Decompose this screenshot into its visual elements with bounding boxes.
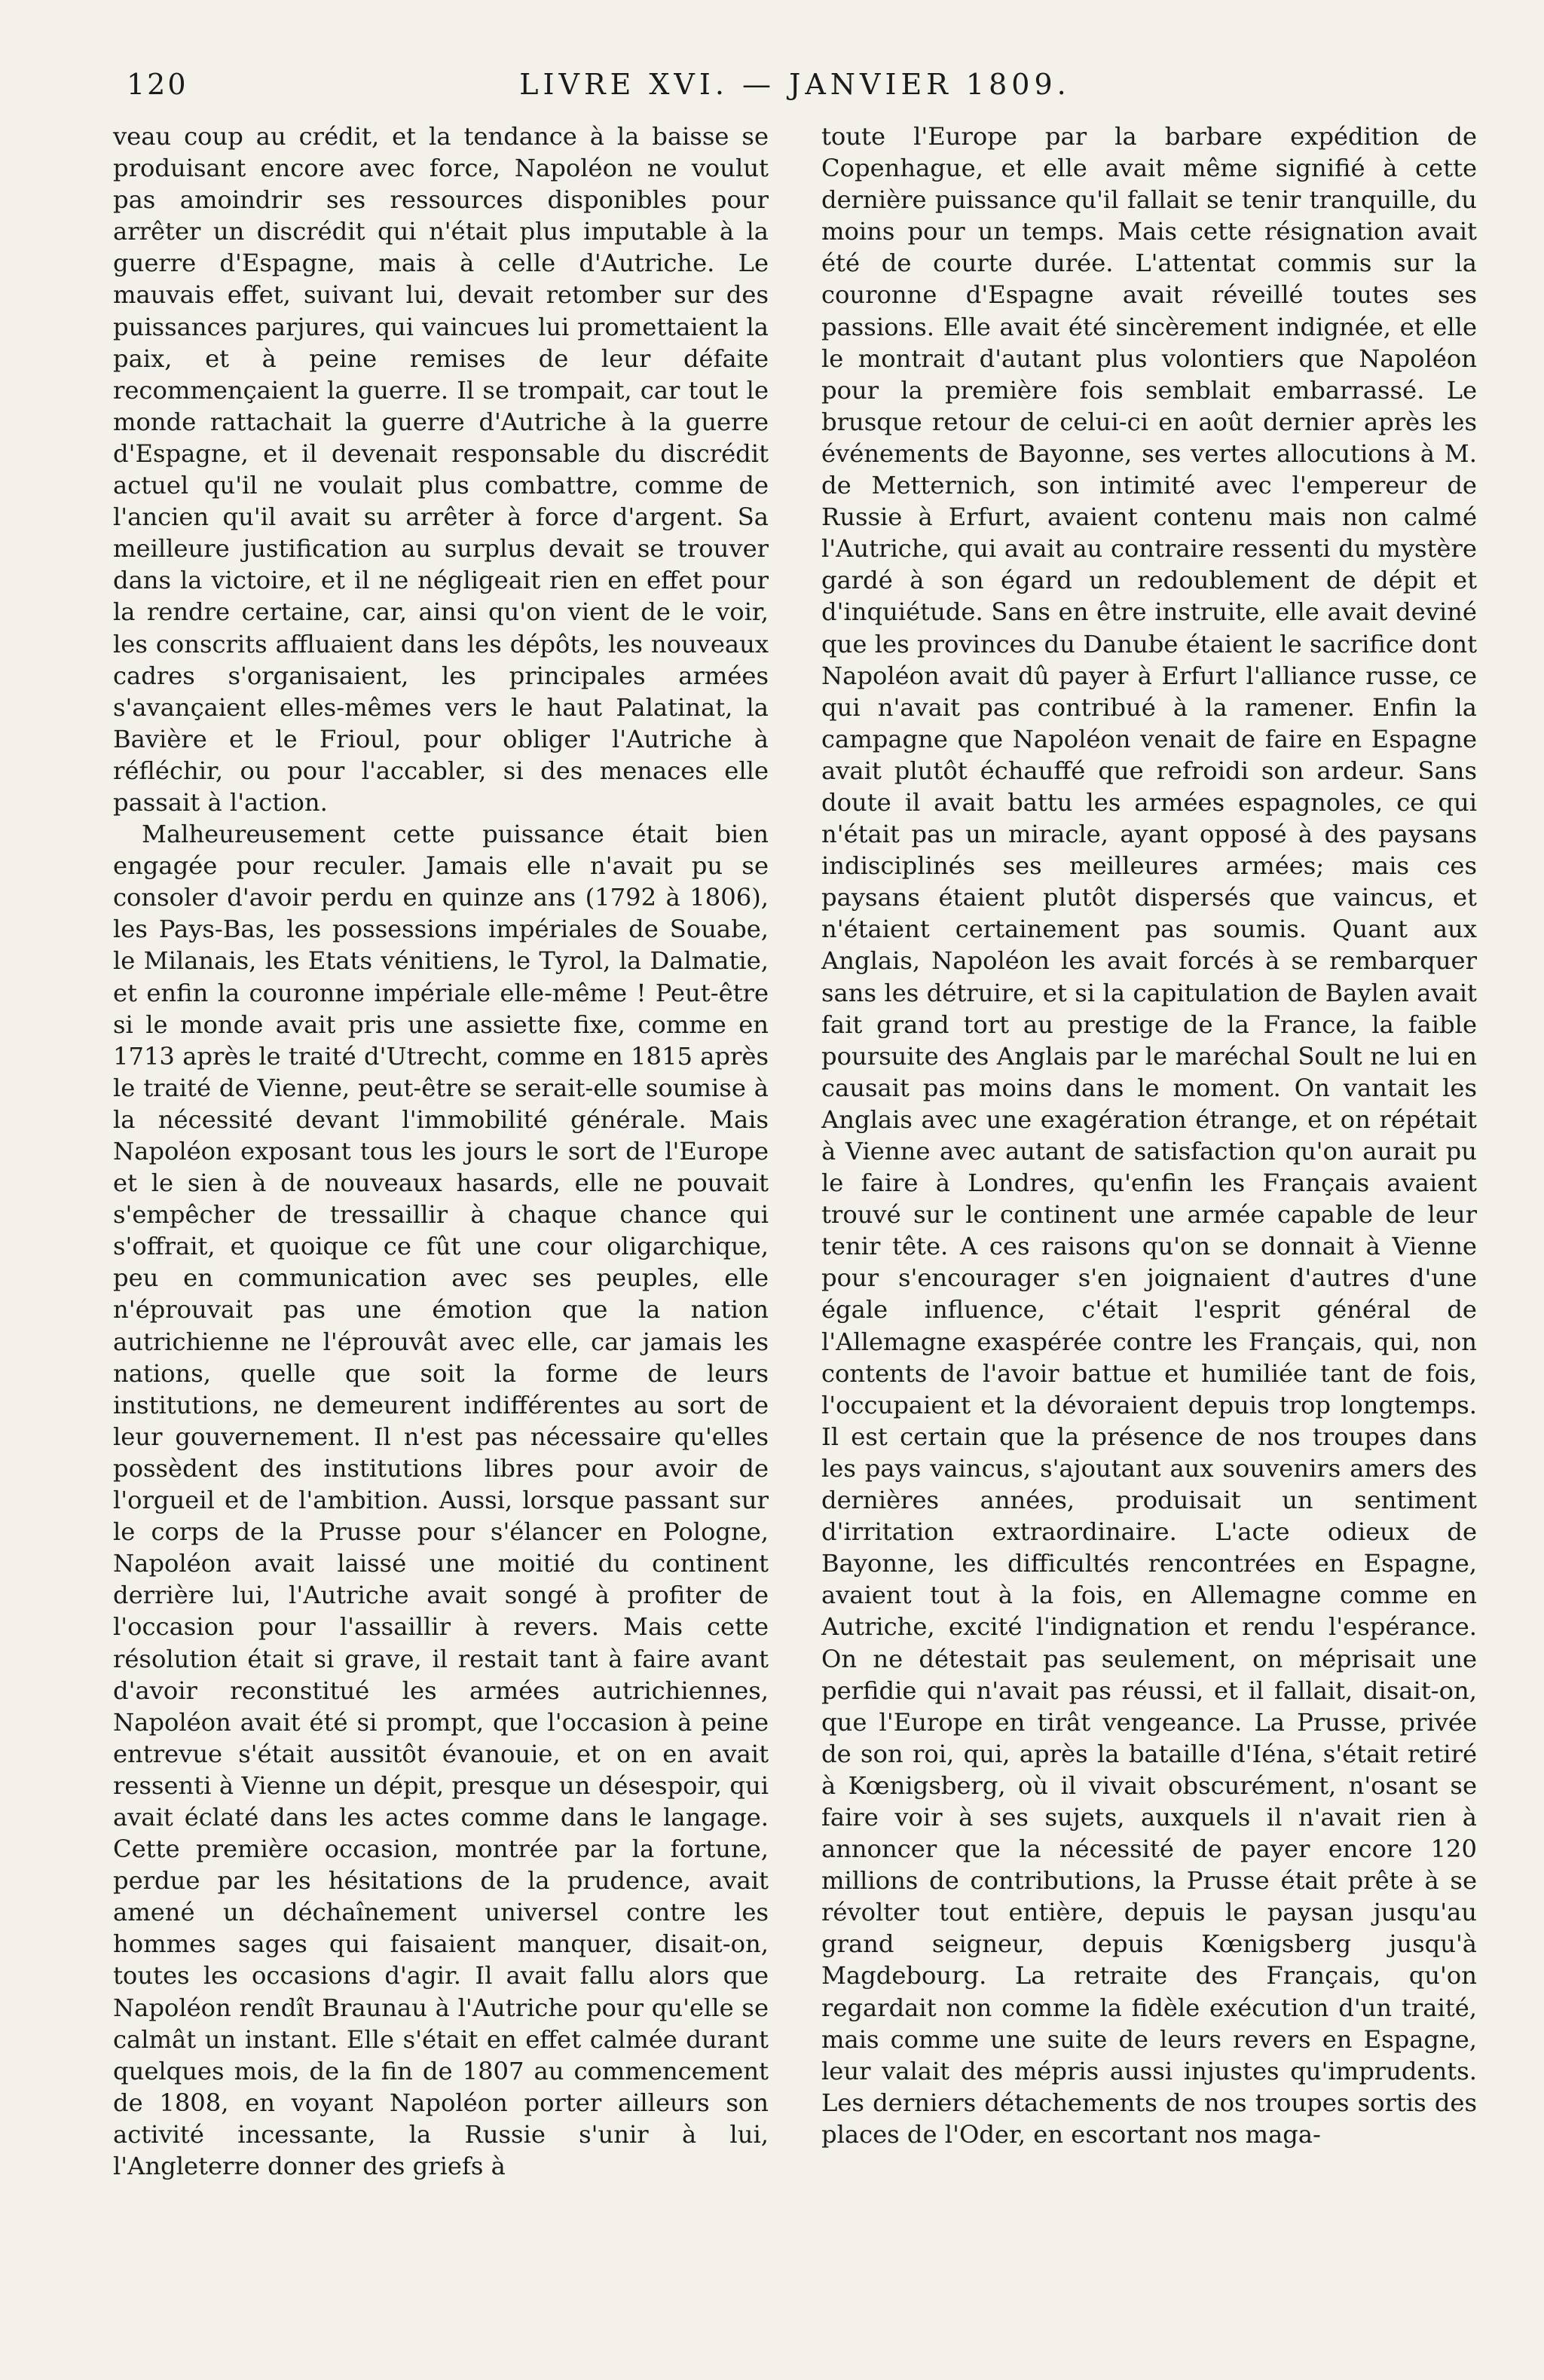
running-header [113, 60, 1477, 113]
paragraph: Malheureusement cette puissance était bien engagée pour reculer. Jamais elle n'avait pu se consoler d'avoir perdu en quinze ans (1792 à 1806), les Pays-Bas, les possessions impériales de Souabe, le Milanais, les Etats vénitiens, le Tyrol, la Dalmatie, et enfin la couronne impériale elle-même ! Peut-être si le monde avait pris une assiette fixe, comme en 1713 après le traité d'Utrecht, comme en 1815 après le traité de Vienne, peut-être se serait-elle soumise à la nécessité devant l'immobilité générale. Mais Napoléon exposant tous les jours le sort de l'Europe et le sien à de nouveaux hasards, elle ne pouvait s'empêcher de tressaillir à chaque chance qui s'offrait, et quoique ce fût une cour oligarchique, peu en communication avec ses peuples, elle n'éprouvait pas une émotion que la nation autrichienne ne l'éprouvât avec elle, car jamais les nations, quelle que soit la forme de leurs institutions, ne demeurent indifférentes au sort de leur gouvernement. Il n'est pas nécessaire qu'elles possèdent des institutions libres pour avoir de l'orgueil et de l'ambition. Aussi, lorsque passant sur le corps de la Prusse pour s'élancer en Pologne, Napoléon avait laissé une moitié du continent derrière lui, l'Autriche avait songé à profiter de l'occasion pour l'assaillir à revers. Mais cette résolution était si grave, il restait tant à faire avant d'avoir reconstitué les armées autrichiennes, Napoléon avait été si prompt, que l'occasion à peine entrevue s'était aussitôt évanouie, et on en avait ressenti à Vienne un dépit, presque un désespoir, qui avait éclaté dans les actes comme dans le langage. Cette première occasion, montrée par la fortune, perdue par les hésitations de la prudence, avait amené un déchaînement universel contre les hommes sages qui faisaient manquer, disait-on, toutes les occasions d'agir. Il avait fallu alors que Napoléon rendît Braunau à l'Autriche pour qu'elle se calmât un instant. Elle s'était en effet calmée durant quelques mois, de la fin de 1807 au commencement de 1808, en voyant Napoléon porter ailleurs son activité incessante, la Russie s'unir à lui, l'Angleterre donner des griefs à [113, 820, 769, 2180]
page-number: 120 [127, 68, 188, 101]
book-page [113, 60, 1477, 2336]
right-column [821, 121, 1477, 2182]
paragraph: veau coup au crédit, et la tendance à la baisse se produisant encore avec force, Napoléon ne voulut pas amoindrir ses ressources disponibles pour arrêter un discrédit qui n'était plus imputable à la guerre d'Espagne, mais à celle d'Autriche. Le mauvais effet, suivant lui, devait retomber sur des puissances parjures, qui vaincues lui promettaient la paix, et à peine remises de leur défaite recommençaient la guerre. Il se trompait, car tout le monde rattachait la guerre d'Autriche à la guerre d'Espagne, et il devenait responsable du discrédit actuel qu'il ne voulait plus combattre, comme de l'ancien qu'il avait su arrêter à force d'argent. Sa meilleure justification au surplus devait se trouver dans la victoire, et il ne négligeait rien en effet pour la rendre certaine, car, ainsi qu'on vient de le voir, les conscrits affluaient dans les dépôts, les nouveaux cadres s'organisaient, les principales armées s'avançaient elles-mêmes vers le haut Palatinat, la Bavière et le Frioul, pour obliger l'Autriche à réfléchir, ou pour l'accabler, si des menaces elle passait à l'action. [113, 122, 769, 817]
text-columns [113, 121, 1477, 2182]
left-column [113, 121, 769, 2182]
paragraph: toute l'Europe par la barbare expédition de Copenhague, et elle avait même signifié à cette dernière puissance qu'il fallait se tenir tranquille, du moins pour un temps. Mais cette résignation avait été de courte durée. L'attentat commis sur la couronne d'Espagne avait réveillé toutes ses passions. Elle avait été sincèrement indignée, et elle le montrait d'autant plus volontiers que Napoléon pour la première fois semblait embarrassé. Le brusque retour de celui-ci en août dernier après les événements de Bayonne, ses vertes allocutions à M. de Metternich, son intimité avec l'empereur de Russie à Erfurt, avaient contenu mais non calmé l'Autriche, qui avait au contraire ressenti du mystère gardé à son égard un redoublement de dépit et d'inquiétude. Sans en être instruite, elle avait deviné que les provinces du Danube étaient le sacrifice dont Napoléon avait dû payer à Erfurt l'alliance russe, ce qui n'avait pas contribué à la ramener. Enfin la campagne que Napoléon venait de faire en Espagne avait plutôt échauffé que refroidi son ardeur. Sans doute il avait battu les armées espagnoles, ce qui n'était pas un miracle, ayant opposé à des paysans indisciplinés ses meilleures armées; mais ces paysans étaient plutôt dispersés que vaincus, et n'étaient certainement pas soumis. Quant aux Anglais, Napoléon les avait forcés à se rembarquer sans les détruire, et si la capitulation de Baylen avait fait grand tort au prestige de la France, la faible poursuite des Anglais par le maréchal Soult ne lui en causait pas moins dans le moment. On vantait les Anglais avec une exagération étrange, et on répétait à Vienne avec autant de satisfaction qu'on aurait pu le faire à Londres, qu'enfin les Français avaient trouvé sur le continent une armée capable de leur tenir tête. A ces raisons qu'on se donnait à Vienne pour s'encourager s'en joignaient d'autres d'une égale influence, c'était l'esprit général de l'Allemagne exaspérée contre les Français, qui, non contents de l'avoir battue et humiliée tant de fois, l'occupaient et la dévoraient depuis trop longtemps. Il est certain que la présence de nos troupes dans les pays vaincus, s'ajoutant aux souvenirs amers des dernières années, produisait un sentiment d'irritation extraordinaire. L'acte odieux de Bayonne, les difficultés rencontrées en Espagne, avaient tout à la fois, en Allemagne comme en Autriche, excité l'indignation et rendu l'espérance. On ne détestait pas seulement, on méprisait une perfidie qui n'avait pas réussi, et il fallait, disait-on, que l'Europe en tirât vengeance. La Prusse, privée de son roi, qui, après la bataille d'Iéna, s'était retiré à Kœnigsberg, où il vivait obscurément, n'osant se faire voir à ses sujets, auxquels il n'avait rien à annoncer que la nécessité de payer encore 120 millions de contributions, la Prusse était prête à se révolter tout entière, depuis le paysan jusqu'au grand seigneur, depuis Kœnigsberg jusqu'à Magdebourg. La retraite des Français, qu'on regardait non comme la fidèle exécution d'un traité, mais comme une suite de leurs revers en Espagne, leur valait des mépris aussi injustes qu'imprudents. Les derniers détachements de nos troupes sortis des places de l'Oder, en escortant nos maga- [821, 122, 1477, 2149]
running-title: LIVRE XVI. — JANVIER 1809. [519, 68, 1071, 101]
